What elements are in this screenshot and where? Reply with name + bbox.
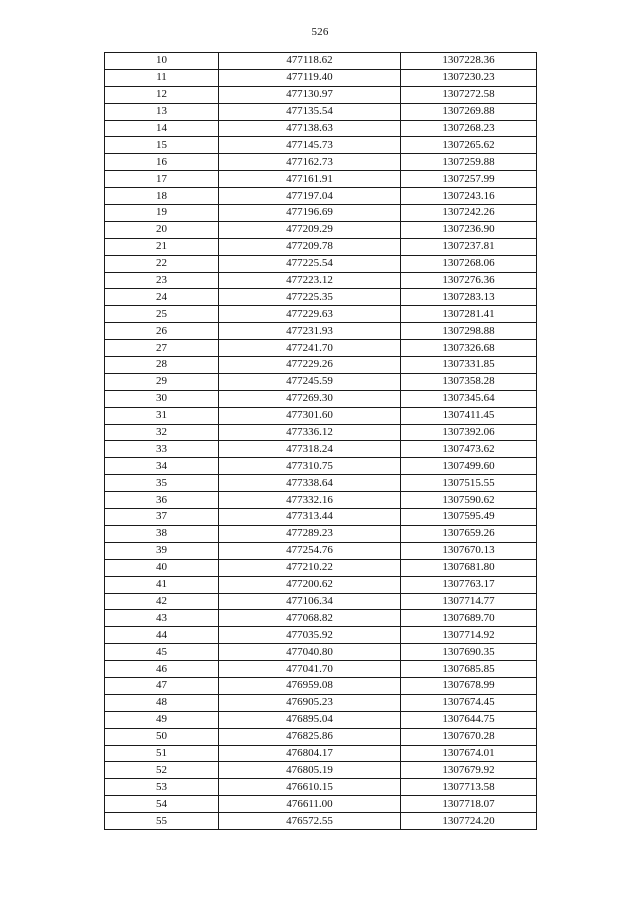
table-row xyxy=(105,728,537,745)
x-coordinate-cell: 477209.29 xyxy=(219,221,401,238)
table-row xyxy=(105,323,537,340)
x-coordinate-cell: 477289.23 xyxy=(219,525,401,542)
x-coordinate-cell: 477336.12 xyxy=(219,424,401,441)
x-coordinate-cell: 477225.35 xyxy=(219,289,401,306)
y-coordinate-cell: 1307228.36 xyxy=(401,53,537,70)
x-coordinate-cell: 476572.55 xyxy=(219,813,401,830)
y-coordinate-cell: 1307679.92 xyxy=(401,762,537,779)
point-number-cell: 14 xyxy=(105,120,219,137)
y-coordinate-cell: 1307678.99 xyxy=(401,677,537,694)
table-row xyxy=(105,357,537,374)
table-row xyxy=(105,289,537,306)
y-coordinate-cell: 1307281.41 xyxy=(401,306,537,323)
point-number-cell: 48 xyxy=(105,694,219,711)
x-coordinate-cell: 477229.63 xyxy=(219,306,401,323)
table-row xyxy=(105,576,537,593)
y-coordinate-cell: 1307237.81 xyxy=(401,238,537,255)
table-row xyxy=(105,694,537,711)
point-number-cell: 12 xyxy=(105,86,219,103)
x-coordinate-cell: 477254.76 xyxy=(219,542,401,559)
point-number-cell: 24 xyxy=(105,289,219,306)
x-coordinate-cell: 477118.62 xyxy=(219,53,401,70)
x-coordinate-cell: 477135.54 xyxy=(219,103,401,120)
y-coordinate-cell: 1307685.85 xyxy=(401,661,537,678)
table-row xyxy=(105,272,537,289)
y-coordinate-cell: 1307269.88 xyxy=(401,103,537,120)
y-coordinate-cell: 1307644.75 xyxy=(401,711,537,728)
page-number: 526 xyxy=(311,26,329,38)
y-coordinate-cell: 1307690.35 xyxy=(401,644,537,661)
x-coordinate-cell: 477223.12 xyxy=(219,272,401,289)
point-number-cell: 32 xyxy=(105,424,219,441)
table-row xyxy=(105,441,537,458)
table-row xyxy=(105,103,537,120)
point-number-cell: 33 xyxy=(105,441,219,458)
y-coordinate-cell: 1307268.06 xyxy=(401,255,537,272)
y-coordinate-cell: 1307670.28 xyxy=(401,728,537,745)
point-number-cell: 47 xyxy=(105,677,219,694)
point-number-cell: 15 xyxy=(105,137,219,154)
table-row xyxy=(105,154,537,171)
point-number-cell: 54 xyxy=(105,796,219,813)
table-row xyxy=(105,340,537,357)
table-row xyxy=(105,813,537,830)
point-number-cell: 30 xyxy=(105,390,219,407)
point-number-cell: 45 xyxy=(105,644,219,661)
point-number-cell: 55 xyxy=(105,813,219,830)
y-coordinate-cell: 1307670.13 xyxy=(401,542,537,559)
x-coordinate-cell: 477225.54 xyxy=(219,255,401,272)
y-coordinate-cell: 1307257.99 xyxy=(401,171,537,188)
point-number-cell: 18 xyxy=(105,188,219,205)
coordinates-table-body xyxy=(105,53,537,830)
x-coordinate-cell: 476805.19 xyxy=(219,762,401,779)
coordinates-table xyxy=(104,52,537,830)
y-coordinate-cell: 1307714.77 xyxy=(401,593,537,610)
table-row xyxy=(105,424,537,441)
point-number-cell: 31 xyxy=(105,407,219,424)
table-row xyxy=(105,492,537,509)
x-coordinate-cell: 477035.92 xyxy=(219,627,401,644)
point-number-cell: 44 xyxy=(105,627,219,644)
y-coordinate-cell: 1307243.16 xyxy=(401,188,537,205)
point-number-cell: 40 xyxy=(105,559,219,576)
y-coordinate-cell: 1307674.01 xyxy=(401,745,537,762)
table-row xyxy=(105,677,537,694)
table-row xyxy=(105,120,537,137)
point-number-cell: 13 xyxy=(105,103,219,120)
point-number-cell: 22 xyxy=(105,255,219,272)
point-number-cell: 27 xyxy=(105,340,219,357)
x-coordinate-cell: 476804.17 xyxy=(219,745,401,762)
table-row xyxy=(105,238,537,255)
y-coordinate-cell: 1307473.62 xyxy=(401,441,537,458)
x-coordinate-cell: 477241.70 xyxy=(219,340,401,357)
y-coordinate-cell: 1307242.26 xyxy=(401,205,537,222)
x-coordinate-cell: 477041.70 xyxy=(219,661,401,678)
y-coordinate-cell: 1307674.45 xyxy=(401,694,537,711)
y-coordinate-cell: 1307236.90 xyxy=(401,221,537,238)
point-number-cell: 26 xyxy=(105,323,219,340)
point-number-cell: 17 xyxy=(105,171,219,188)
point-number-cell: 42 xyxy=(105,593,219,610)
y-coordinate-cell: 1307259.88 xyxy=(401,154,537,171)
x-coordinate-cell: 477310.75 xyxy=(219,458,401,475)
x-coordinate-cell: 477130.97 xyxy=(219,86,401,103)
point-number-cell: 50 xyxy=(105,728,219,745)
table-row xyxy=(105,188,537,205)
table-row xyxy=(105,610,537,627)
x-coordinate-cell: 476610.15 xyxy=(219,779,401,796)
x-coordinate-cell: 477106.34 xyxy=(219,593,401,610)
x-coordinate-cell: 477338.64 xyxy=(219,475,401,492)
y-coordinate-cell: 1307763.17 xyxy=(401,576,537,593)
table-row xyxy=(105,762,537,779)
point-number-cell: 19 xyxy=(105,205,219,222)
table-row xyxy=(105,525,537,542)
point-number-cell: 53 xyxy=(105,779,219,796)
y-coordinate-cell: 1307276.36 xyxy=(401,272,537,289)
x-coordinate-cell: 476825.86 xyxy=(219,728,401,745)
y-coordinate-cell: 1307718.07 xyxy=(401,796,537,813)
point-number-cell: 11 xyxy=(105,69,219,86)
point-number-cell: 16 xyxy=(105,154,219,171)
point-number-cell: 49 xyxy=(105,711,219,728)
table-row xyxy=(105,627,537,644)
point-number-cell: 20 xyxy=(105,221,219,238)
point-number-cell: 23 xyxy=(105,272,219,289)
table-row xyxy=(105,373,537,390)
y-coordinate-cell: 1307681.80 xyxy=(401,559,537,576)
y-coordinate-cell: 1307298.88 xyxy=(401,323,537,340)
y-coordinate-cell: 1307724.20 xyxy=(401,813,537,830)
x-coordinate-cell: 477119.40 xyxy=(219,69,401,86)
table-row xyxy=(105,475,537,492)
y-coordinate-cell: 1307283.13 xyxy=(401,289,537,306)
point-number-cell: 28 xyxy=(105,357,219,374)
x-coordinate-cell: 477138.63 xyxy=(219,120,401,137)
point-number-cell: 37 xyxy=(105,509,219,526)
table-row xyxy=(105,509,537,526)
x-coordinate-cell: 477332.16 xyxy=(219,492,401,509)
point-number-cell: 51 xyxy=(105,745,219,762)
x-coordinate-cell: 477269.30 xyxy=(219,390,401,407)
x-coordinate-cell: 477162.73 xyxy=(219,154,401,171)
y-coordinate-cell: 1307499.60 xyxy=(401,458,537,475)
y-coordinate-cell: 1307659.26 xyxy=(401,525,537,542)
x-coordinate-cell: 477245.59 xyxy=(219,373,401,390)
x-coordinate-cell: 476611.00 xyxy=(219,796,401,813)
x-coordinate-cell: 476959.08 xyxy=(219,677,401,694)
x-coordinate-cell: 476905.23 xyxy=(219,694,401,711)
x-coordinate-cell: 477068.82 xyxy=(219,610,401,627)
x-coordinate-cell: 477196.69 xyxy=(219,205,401,222)
y-coordinate-cell: 1307689.70 xyxy=(401,610,537,627)
y-coordinate-cell: 1307392.06 xyxy=(401,424,537,441)
table-row xyxy=(105,86,537,103)
y-coordinate-cell: 1307590.62 xyxy=(401,492,537,509)
point-number-cell: 38 xyxy=(105,525,219,542)
table-row xyxy=(105,69,537,86)
table-row xyxy=(105,559,537,576)
x-coordinate-cell: 477200.62 xyxy=(219,576,401,593)
table-row xyxy=(105,745,537,762)
table-row xyxy=(105,390,537,407)
y-coordinate-cell: 1307230.23 xyxy=(401,69,537,86)
x-coordinate-cell: 477313.44 xyxy=(219,509,401,526)
table-row xyxy=(105,53,537,70)
point-number-cell: 29 xyxy=(105,373,219,390)
x-coordinate-cell: 477210.22 xyxy=(219,559,401,576)
table-row xyxy=(105,458,537,475)
y-coordinate-cell: 1307265.62 xyxy=(401,137,537,154)
y-coordinate-cell: 1307713.58 xyxy=(401,779,537,796)
y-coordinate-cell: 1307345.64 xyxy=(401,390,537,407)
table-row xyxy=(105,593,537,610)
y-coordinate-cell: 1307268.23 xyxy=(401,120,537,137)
table-row xyxy=(105,644,537,661)
point-number-cell: 46 xyxy=(105,661,219,678)
x-coordinate-cell: 477161.91 xyxy=(219,171,401,188)
x-coordinate-cell: 477229.26 xyxy=(219,357,401,374)
table-row xyxy=(105,796,537,813)
y-coordinate-cell: 1307714.92 xyxy=(401,627,537,644)
y-coordinate-cell: 1307411.45 xyxy=(401,407,537,424)
point-number-cell: 43 xyxy=(105,610,219,627)
y-coordinate-cell: 1307515.55 xyxy=(401,475,537,492)
table-row xyxy=(105,137,537,154)
x-coordinate-cell: 477145.73 xyxy=(219,137,401,154)
point-number-cell: 21 xyxy=(105,238,219,255)
y-coordinate-cell: 1307272.58 xyxy=(401,86,537,103)
table-row xyxy=(105,407,537,424)
x-coordinate-cell: 476895.04 xyxy=(219,711,401,728)
point-number-cell: 52 xyxy=(105,762,219,779)
table-row xyxy=(105,542,537,559)
x-coordinate-cell: 477197.04 xyxy=(219,188,401,205)
table-row xyxy=(105,779,537,796)
y-coordinate-cell: 1307331.85 xyxy=(401,357,537,374)
table-row xyxy=(105,306,537,323)
point-number-cell: 41 xyxy=(105,576,219,593)
x-coordinate-cell: 477318.24 xyxy=(219,441,401,458)
table-row xyxy=(105,205,537,222)
x-coordinate-cell: 477040.80 xyxy=(219,644,401,661)
point-number-cell: 10 xyxy=(105,53,219,70)
point-number-cell: 34 xyxy=(105,458,219,475)
table-row xyxy=(105,221,537,238)
table-row xyxy=(105,661,537,678)
table-row xyxy=(105,711,537,728)
x-coordinate-cell: 477301.60 xyxy=(219,407,401,424)
y-coordinate-cell: 1307595.49 xyxy=(401,509,537,526)
y-coordinate-cell: 1307326.68 xyxy=(401,340,537,357)
point-number-cell: 25 xyxy=(105,306,219,323)
x-coordinate-cell: 477231.93 xyxy=(219,323,401,340)
point-number-cell: 39 xyxy=(105,542,219,559)
point-number-cell: 36 xyxy=(105,492,219,509)
point-number-cell: 35 xyxy=(105,475,219,492)
table-row xyxy=(105,171,537,188)
y-coordinate-cell: 1307358.28 xyxy=(401,373,537,390)
x-coordinate-cell: 477209.78 xyxy=(219,238,401,255)
table-row xyxy=(105,255,537,272)
